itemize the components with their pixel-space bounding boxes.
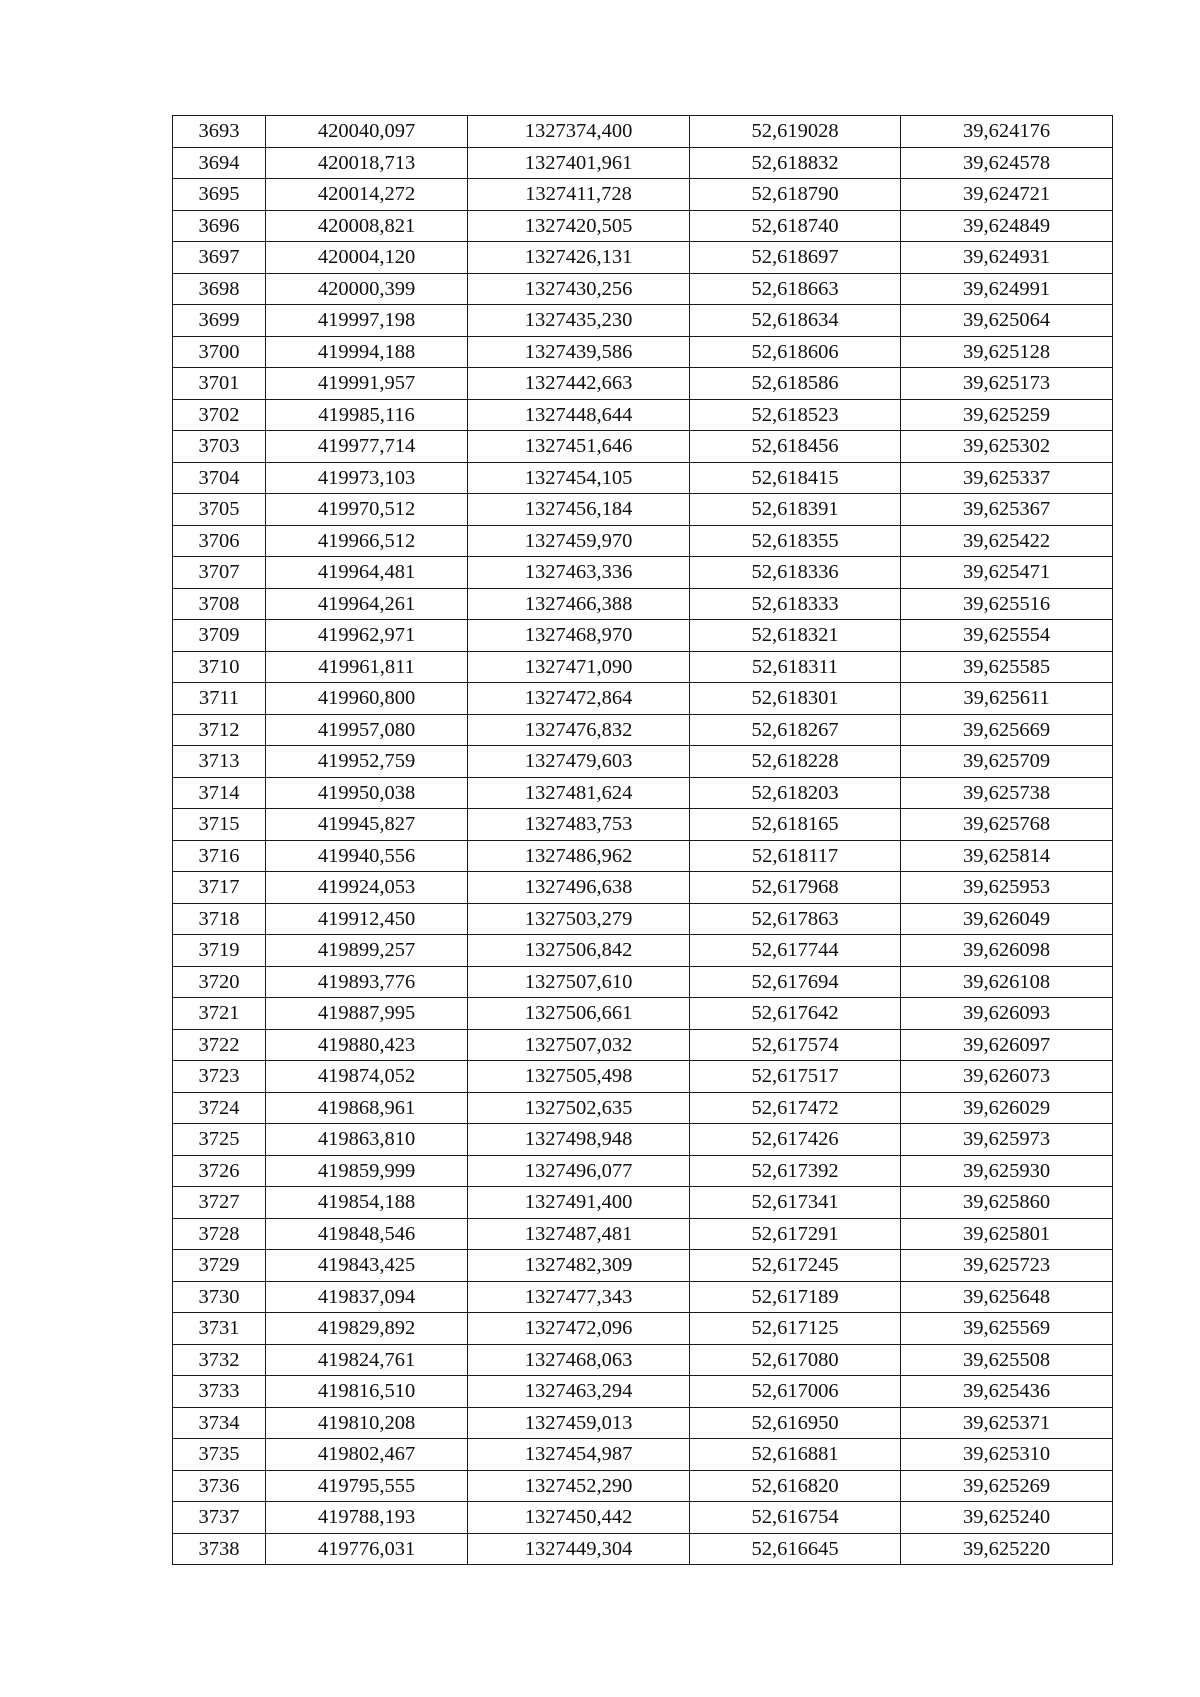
point-number-cell: 3693 (173, 116, 266, 148)
point-number-cell: 3727 (173, 1187, 266, 1219)
y-coordinate-cell: 1327426,131 (468, 242, 690, 274)
y-coordinate-cell: 1327502,635 (468, 1092, 690, 1124)
longitude-cell: 39,625585 (901, 651, 1113, 683)
longitude-cell: 39,625860 (901, 1187, 1113, 1219)
latitude-cell: 52,618523 (690, 399, 901, 431)
latitude-cell: 52,617245 (690, 1250, 901, 1282)
longitude-cell: 39,625371 (901, 1407, 1113, 1439)
longitude-cell: 39,625516 (901, 588, 1113, 620)
latitude-cell: 52,617392 (690, 1155, 901, 1187)
latitude-cell: 52,618301 (690, 683, 901, 715)
point-number-cell: 3726 (173, 1155, 266, 1187)
latitude-cell: 52,616881 (690, 1439, 901, 1471)
y-coordinate-cell: 1327468,063 (468, 1344, 690, 1376)
table-row (173, 431, 1113, 463)
point-number-cell: 3702 (173, 399, 266, 431)
point-number-cell: 3712 (173, 714, 266, 746)
longitude-cell: 39,624721 (901, 179, 1113, 211)
latitude-cell: 52,618391 (690, 494, 901, 526)
longitude-cell: 39,625173 (901, 368, 1113, 400)
table-row (173, 525, 1113, 557)
table-row (173, 683, 1113, 715)
longitude-cell: 39,625768 (901, 809, 1113, 841)
longitude-cell: 39,626097 (901, 1029, 1113, 1061)
x-coordinate-cell: 419854,188 (266, 1187, 468, 1219)
x-coordinate-cell: 419795,555 (266, 1470, 468, 1502)
longitude-cell: 39,626049 (901, 903, 1113, 935)
point-number-cell: 3697 (173, 242, 266, 274)
longitude-cell: 39,625814 (901, 840, 1113, 872)
longitude-cell: 39,625801 (901, 1218, 1113, 1250)
longitude-cell: 39,625709 (901, 746, 1113, 778)
latitude-cell: 52,617694 (690, 966, 901, 998)
latitude-cell: 52,617517 (690, 1061, 901, 1093)
x-coordinate-cell: 419829,892 (266, 1313, 468, 1345)
x-coordinate-cell: 419859,999 (266, 1155, 468, 1187)
y-coordinate-cell: 1327463,336 (468, 557, 690, 589)
x-coordinate-cell: 419961,811 (266, 651, 468, 683)
point-number-cell: 3701 (173, 368, 266, 400)
table-row (173, 1439, 1113, 1471)
table-row (173, 179, 1113, 211)
x-coordinate-cell: 419960,800 (266, 683, 468, 715)
longitude-cell: 39,624849 (901, 210, 1113, 242)
x-coordinate-cell: 419964,261 (266, 588, 468, 620)
longitude-cell: 39,624176 (901, 116, 1113, 148)
latitude-cell: 52,618336 (690, 557, 901, 589)
table-row (173, 903, 1113, 935)
x-coordinate-cell: 419924,053 (266, 872, 468, 904)
latitude-cell: 52,617291 (690, 1218, 901, 1250)
table-row (173, 368, 1113, 400)
latitude-cell: 52,617341 (690, 1187, 901, 1219)
longitude-cell: 39,625436 (901, 1376, 1113, 1408)
table-row (173, 494, 1113, 526)
y-coordinate-cell: 1327454,987 (468, 1439, 690, 1471)
table-row (173, 1344, 1113, 1376)
table-row (173, 147, 1113, 179)
x-coordinate-cell: 420004,120 (266, 242, 468, 274)
x-coordinate-cell: 419788,193 (266, 1502, 468, 1534)
point-number-cell: 3717 (173, 872, 266, 904)
x-coordinate-cell: 419893,776 (266, 966, 468, 998)
x-coordinate-cell: 419843,425 (266, 1250, 468, 1282)
longitude-cell: 39,625738 (901, 777, 1113, 809)
y-coordinate-cell: 1327450,442 (468, 1502, 690, 1534)
latitude-cell: 52,618355 (690, 525, 901, 557)
longitude-cell: 39,625669 (901, 714, 1113, 746)
point-number-cell: 3734 (173, 1407, 266, 1439)
table-row (173, 1502, 1113, 1534)
point-number-cell: 3736 (173, 1470, 266, 1502)
y-coordinate-cell: 1327451,646 (468, 431, 690, 463)
table-row (173, 1313, 1113, 1345)
x-coordinate-cell: 419816,510 (266, 1376, 468, 1408)
longitude-cell: 39,625310 (901, 1439, 1113, 1471)
table-row (173, 1092, 1113, 1124)
y-coordinate-cell: 1327459,970 (468, 525, 690, 557)
point-number-cell: 3729 (173, 1250, 266, 1282)
x-coordinate-cell: 419912,450 (266, 903, 468, 935)
x-coordinate-cell: 419940,556 (266, 840, 468, 872)
table-row (173, 746, 1113, 778)
y-coordinate-cell: 1327496,077 (468, 1155, 690, 1187)
x-coordinate-cell: 419874,052 (266, 1061, 468, 1093)
y-coordinate-cell: 1327472,864 (468, 683, 690, 715)
y-coordinate-cell: 1327468,970 (468, 620, 690, 652)
latitude-cell: 52,618333 (690, 588, 901, 620)
y-coordinate-cell: 1327477,343 (468, 1281, 690, 1313)
point-number-cell: 3713 (173, 746, 266, 778)
latitude-cell: 52,618832 (690, 147, 901, 179)
latitude-cell: 52,618311 (690, 651, 901, 683)
latitude-cell: 52,616950 (690, 1407, 901, 1439)
latitude-cell: 52,617472 (690, 1092, 901, 1124)
y-coordinate-cell: 1327483,753 (468, 809, 690, 841)
x-coordinate-cell: 419868,961 (266, 1092, 468, 1124)
table-row (173, 1061, 1113, 1093)
latitude-cell: 52,616820 (690, 1470, 901, 1502)
point-number-cell: 3735 (173, 1439, 266, 1471)
longitude-cell: 39,625723 (901, 1250, 1113, 1282)
latitude-cell: 52,618740 (690, 210, 901, 242)
point-number-cell: 3731 (173, 1313, 266, 1345)
y-coordinate-cell: 1327452,290 (468, 1470, 690, 1502)
table-row (173, 620, 1113, 652)
point-number-cell: 3698 (173, 273, 266, 305)
latitude-cell: 52,617642 (690, 998, 901, 1030)
x-coordinate-cell: 419848,546 (266, 1218, 468, 1250)
coordinates-table-body (173, 116, 1113, 1565)
table-row (173, 1250, 1113, 1282)
table-row (173, 462, 1113, 494)
longitude-cell: 39,625259 (901, 399, 1113, 431)
table-row (173, 588, 1113, 620)
table-row (173, 305, 1113, 337)
x-coordinate-cell: 419837,094 (266, 1281, 468, 1313)
y-coordinate-cell: 1327466,388 (468, 588, 690, 620)
y-coordinate-cell: 1327374,400 (468, 116, 690, 148)
table-row (173, 1187, 1113, 1219)
y-coordinate-cell: 1327496,638 (468, 872, 690, 904)
table-row (173, 1218, 1113, 1250)
y-coordinate-cell: 1327479,603 (468, 746, 690, 778)
latitude-cell: 52,618456 (690, 431, 901, 463)
table-row (173, 714, 1113, 746)
longitude-cell: 39,625508 (901, 1344, 1113, 1376)
latitude-cell: 52,618790 (690, 179, 901, 211)
x-coordinate-cell: 419964,481 (266, 557, 468, 589)
longitude-cell: 39,626108 (901, 966, 1113, 998)
point-number-cell: 3704 (173, 462, 266, 494)
latitude-cell: 52,616754 (690, 1502, 901, 1534)
y-coordinate-cell: 1327463,294 (468, 1376, 690, 1408)
x-coordinate-cell: 419991,957 (266, 368, 468, 400)
point-number-cell: 3706 (173, 525, 266, 557)
longitude-cell: 39,626093 (901, 998, 1113, 1030)
longitude-cell: 39,625269 (901, 1470, 1113, 1502)
x-coordinate-cell: 419977,714 (266, 431, 468, 463)
point-number-cell: 3707 (173, 557, 266, 589)
y-coordinate-cell: 1327491,400 (468, 1187, 690, 1219)
longitude-cell: 39,624931 (901, 242, 1113, 274)
y-coordinate-cell: 1327430,256 (468, 273, 690, 305)
y-coordinate-cell: 1327420,505 (468, 210, 690, 242)
latitude-cell: 52,618203 (690, 777, 901, 809)
x-coordinate-cell: 419973,103 (266, 462, 468, 494)
table-row (173, 1124, 1113, 1156)
point-number-cell: 3719 (173, 935, 266, 967)
x-coordinate-cell: 419824,761 (266, 1344, 468, 1376)
longitude-cell: 39,626029 (901, 1092, 1113, 1124)
point-number-cell: 3715 (173, 809, 266, 841)
x-coordinate-cell: 420040,097 (266, 116, 468, 148)
latitude-cell: 52,618165 (690, 809, 901, 841)
x-coordinate-cell: 419985,116 (266, 399, 468, 431)
x-coordinate-cell: 420008,821 (266, 210, 468, 242)
table-row (173, 1155, 1113, 1187)
y-coordinate-cell: 1327481,624 (468, 777, 690, 809)
longitude-cell: 39,625611 (901, 683, 1113, 715)
table-row (173, 651, 1113, 683)
point-number-cell: 3705 (173, 494, 266, 526)
point-number-cell: 3716 (173, 840, 266, 872)
table-row (173, 557, 1113, 589)
latitude-cell: 52,617863 (690, 903, 901, 935)
longitude-cell: 39,625471 (901, 557, 1113, 589)
x-coordinate-cell: 419887,995 (266, 998, 468, 1030)
point-number-cell: 3699 (173, 305, 266, 337)
x-coordinate-cell: 419945,827 (266, 809, 468, 841)
x-coordinate-cell: 419802,467 (266, 1439, 468, 1471)
longitude-cell: 39,624578 (901, 147, 1113, 179)
x-coordinate-cell: 420000,399 (266, 273, 468, 305)
point-number-cell: 3703 (173, 431, 266, 463)
x-coordinate-cell: 419863,810 (266, 1124, 468, 1156)
longitude-cell: 39,624991 (901, 273, 1113, 305)
y-coordinate-cell: 1327503,279 (468, 903, 690, 935)
point-number-cell: 3732 (173, 1344, 266, 1376)
x-coordinate-cell: 419899,257 (266, 935, 468, 967)
point-number-cell: 3738 (173, 1533, 266, 1565)
latitude-cell: 52,618634 (690, 305, 901, 337)
latitude-cell: 52,618586 (690, 368, 901, 400)
table-row (173, 210, 1113, 242)
table-row (173, 840, 1113, 872)
y-coordinate-cell: 1327507,610 (468, 966, 690, 998)
table-row (173, 809, 1113, 841)
x-coordinate-cell: 419950,038 (266, 777, 468, 809)
y-coordinate-cell: 1327498,948 (468, 1124, 690, 1156)
y-coordinate-cell: 1327487,481 (468, 1218, 690, 1250)
latitude-cell: 52,617006 (690, 1376, 901, 1408)
longitude-cell: 39,625220 (901, 1533, 1113, 1565)
longitude-cell: 39,625302 (901, 431, 1113, 463)
longitude-cell: 39,625240 (901, 1502, 1113, 1534)
longitude-cell: 39,625569 (901, 1313, 1113, 1345)
point-number-cell: 3714 (173, 777, 266, 809)
latitude-cell: 52,618663 (690, 273, 901, 305)
latitude-cell: 52,616645 (690, 1533, 901, 1565)
latitude-cell: 52,617189 (690, 1281, 901, 1313)
latitude-cell: 52,619028 (690, 116, 901, 148)
longitude-cell: 39,625422 (901, 525, 1113, 557)
table-row (173, 872, 1113, 904)
table-row (173, 1281, 1113, 1313)
latitude-cell: 52,618606 (690, 336, 901, 368)
y-coordinate-cell: 1327472,096 (468, 1313, 690, 1345)
table-row (173, 399, 1113, 431)
y-coordinate-cell: 1327505,498 (468, 1061, 690, 1093)
y-coordinate-cell: 1327448,644 (468, 399, 690, 431)
point-number-cell: 3722 (173, 1029, 266, 1061)
table-row (173, 116, 1113, 148)
y-coordinate-cell: 1327456,184 (468, 494, 690, 526)
longitude-cell: 39,625973 (901, 1124, 1113, 1156)
x-coordinate-cell: 420014,272 (266, 179, 468, 211)
y-coordinate-cell: 1327459,013 (468, 1407, 690, 1439)
table-row (173, 1407, 1113, 1439)
latitude-cell: 52,617426 (690, 1124, 901, 1156)
table-row (173, 273, 1113, 305)
point-number-cell: 3708 (173, 588, 266, 620)
y-coordinate-cell: 1327454,105 (468, 462, 690, 494)
point-number-cell: 3700 (173, 336, 266, 368)
y-coordinate-cell: 1327449,304 (468, 1533, 690, 1565)
table-row (173, 777, 1113, 809)
x-coordinate-cell: 420018,713 (266, 147, 468, 179)
latitude-cell: 52,618267 (690, 714, 901, 746)
point-number-cell: 3711 (173, 683, 266, 715)
longitude-cell: 39,625128 (901, 336, 1113, 368)
point-number-cell: 3724 (173, 1092, 266, 1124)
table-row (173, 966, 1113, 998)
point-number-cell: 3718 (173, 903, 266, 935)
longitude-cell: 39,625337 (901, 462, 1113, 494)
x-coordinate-cell: 419810,208 (266, 1407, 468, 1439)
x-coordinate-cell: 419966,512 (266, 525, 468, 557)
longitude-cell: 39,625953 (901, 872, 1113, 904)
x-coordinate-cell: 419997,198 (266, 305, 468, 337)
longitude-cell: 39,625064 (901, 305, 1113, 337)
y-coordinate-cell: 1327507,032 (468, 1029, 690, 1061)
x-coordinate-cell: 419952,759 (266, 746, 468, 778)
coordinates-table (172, 115, 1113, 1565)
y-coordinate-cell: 1327442,663 (468, 368, 690, 400)
x-coordinate-cell: 419957,080 (266, 714, 468, 746)
y-coordinate-cell: 1327401,961 (468, 147, 690, 179)
latitude-cell: 52,618321 (690, 620, 901, 652)
y-coordinate-cell: 1327439,586 (468, 336, 690, 368)
latitude-cell: 52,618117 (690, 840, 901, 872)
x-coordinate-cell: 419776,031 (266, 1533, 468, 1565)
latitude-cell: 52,617574 (690, 1029, 901, 1061)
point-number-cell: 3721 (173, 998, 266, 1030)
y-coordinate-cell: 1327482,309 (468, 1250, 690, 1282)
y-coordinate-cell: 1327411,728 (468, 179, 690, 211)
x-coordinate-cell: 419970,512 (266, 494, 468, 526)
point-number-cell: 3694 (173, 147, 266, 179)
table-row (173, 242, 1113, 274)
point-number-cell: 3730 (173, 1281, 266, 1313)
longitude-cell: 39,625554 (901, 620, 1113, 652)
table-row (173, 1470, 1113, 1502)
table-row (173, 1533, 1113, 1565)
point-number-cell: 3709 (173, 620, 266, 652)
longitude-cell: 39,626073 (901, 1061, 1113, 1093)
point-number-cell: 3696 (173, 210, 266, 242)
latitude-cell: 52,618228 (690, 746, 901, 778)
longitude-cell: 39,626098 (901, 935, 1113, 967)
y-coordinate-cell: 1327471,090 (468, 651, 690, 683)
point-number-cell: 3723 (173, 1061, 266, 1093)
longitude-cell: 39,625648 (901, 1281, 1113, 1313)
x-coordinate-cell: 419962,971 (266, 620, 468, 652)
latitude-cell: 52,617125 (690, 1313, 901, 1345)
point-number-cell: 3720 (173, 966, 266, 998)
latitude-cell: 52,617080 (690, 1344, 901, 1376)
point-number-cell: 3737 (173, 1502, 266, 1534)
table-row (173, 935, 1113, 967)
latitude-cell: 52,618415 (690, 462, 901, 494)
table-row (173, 1376, 1113, 1408)
latitude-cell: 52,618697 (690, 242, 901, 274)
point-number-cell: 3725 (173, 1124, 266, 1156)
longitude-cell: 39,625930 (901, 1155, 1113, 1187)
point-number-cell: 3728 (173, 1218, 266, 1250)
y-coordinate-cell: 1327435,230 (468, 305, 690, 337)
y-coordinate-cell: 1327506,661 (468, 998, 690, 1030)
y-coordinate-cell: 1327476,832 (468, 714, 690, 746)
longitude-cell: 39,625367 (901, 494, 1113, 526)
table-row (173, 1029, 1113, 1061)
y-coordinate-cell: 1327486,962 (468, 840, 690, 872)
latitude-cell: 52,617968 (690, 872, 901, 904)
point-number-cell: 3733 (173, 1376, 266, 1408)
table-row (173, 998, 1113, 1030)
point-number-cell: 3695 (173, 179, 266, 211)
y-coordinate-cell: 1327506,842 (468, 935, 690, 967)
latitude-cell: 52,617744 (690, 935, 901, 967)
point-number-cell: 3710 (173, 651, 266, 683)
x-coordinate-cell: 419994,188 (266, 336, 468, 368)
table-row (173, 336, 1113, 368)
x-coordinate-cell: 419880,423 (266, 1029, 468, 1061)
